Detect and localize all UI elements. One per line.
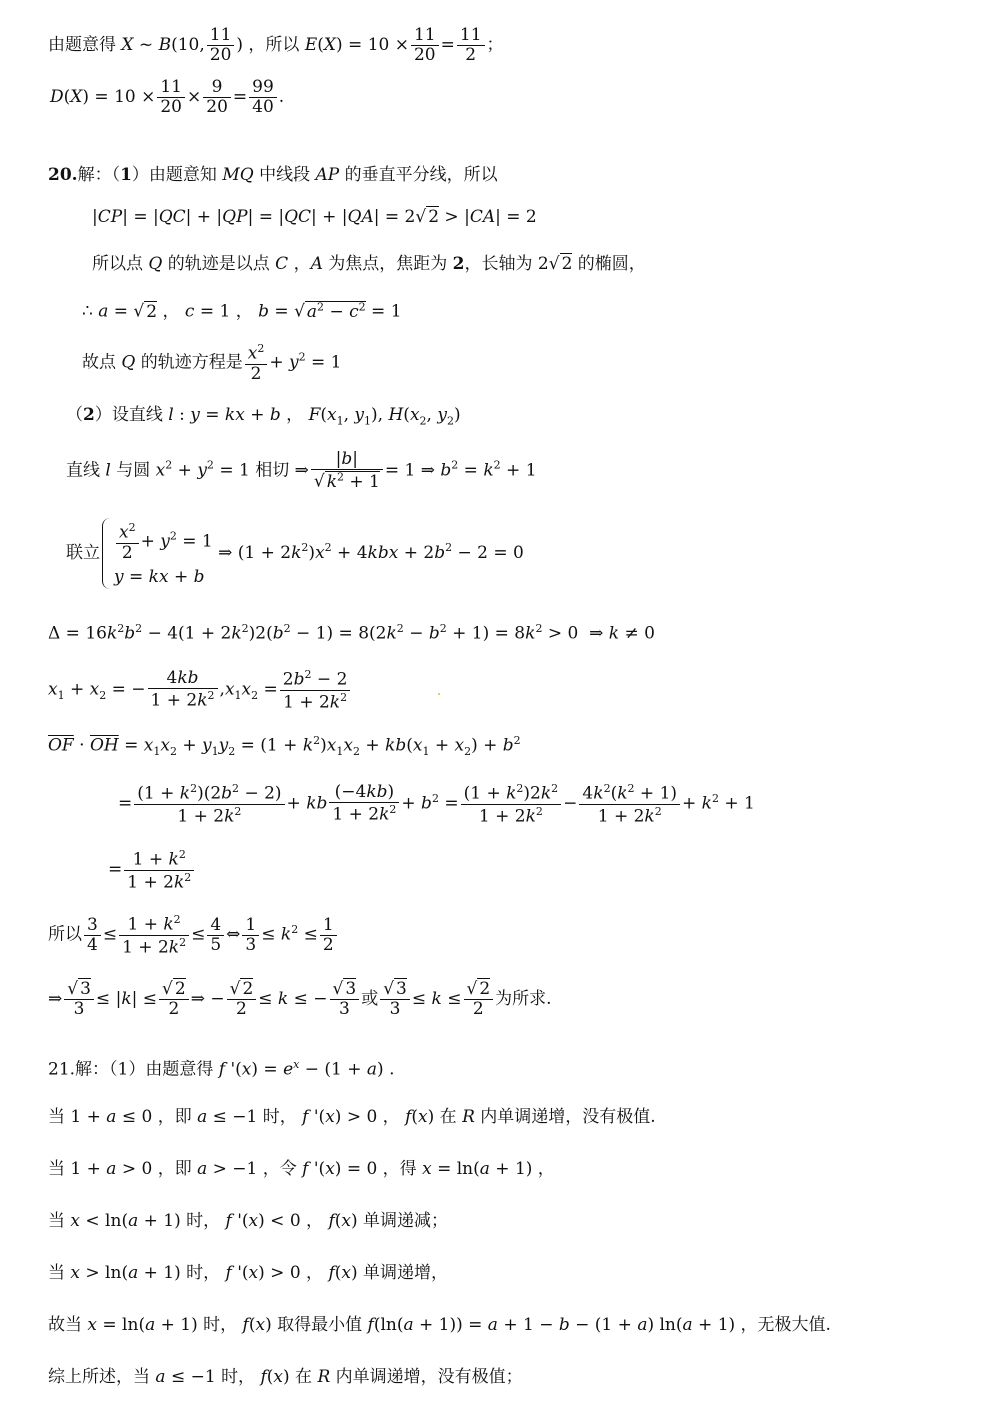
solution-20-inequality: 所以 $\frac{3}{4}$ ≤ $\frac{1 + k^2}{1 + 2k^2}$ ≤ $\frac{4}{5}$ ⇔ $\frac{1}{3}$ ≤ $k^2$ ≤ $\frac{1}{2}$	[48, 913, 339, 957]
solution-20-discriminant: $\Delta = 16k^2b^2 - 4(1 + 2k^2)2(b^2 - 1) = 8(2k^2 - b^2 + 1) = 8k^2 > 0$ ⇒ k ≠ 0	[48, 622, 655, 644]
solution-20-tangent: 直线 l 与圆 $x^2 + y^2 = 1$ 相切 ⇒ $\frac{|b|}{√ k^2 + 1}$ = 1 ⇒ $b^2 = k^2 + 1$	[66, 449, 537, 492]
solution-20-distance-sum: |CP| = |QC| + |QP| = |QC| + |QA| = 2√ 2 > |CA| = 2	[92, 207, 537, 227]
stray-mark	[438, 693, 440, 695]
solution-21-case1: 当 1 + a ≤ 0 ，即 a ≤ −1 时， f '(x) > 0 ， f(x) 在 R 内单调递增，没有极值.	[48, 1107, 656, 1127]
solution-20-dot-product-expand: = $\frac{(1 + k^2)(2b^2 - 2)}{1 + 2k^2}$ + kb $\frac{(-4kb)}{1 + 2k^2}$ + $b^2$ = $\frac{(1 + k^2)2k^2}{1 + 2k^2}$ − $\frac{4k^2(k^2 + 1)}{1 + 2k^2}$ + $k^2 + 1$	[118, 782, 755, 827]
solution-19-distribution: 由题意得 X ~ B(10, $\frac{11}{20}$ ) ，所以 E(X) = 10 × $\frac{11}{20}$ = $\frac{11}{2}$ ；	[48, 25, 504, 65]
solution-21-heading: 21.解：（1）由题意得 f '$(x) = e^x - (1 + a)$ .	[48, 1058, 395, 1080]
solution-19-variance: D(X) = 10 × $\frac{11}{20}$ × $\frac{9}{20}$ = $\frac{99}{40}$ .	[50, 77, 285, 117]
solution-20-dot-product-result: = $\frac{1 + k^2}{1 + 2k^2}$	[108, 848, 196, 892]
solution-20-abc: ∴ a = √ 2 ， c = 1 ， b = √ $a^2 - c^2 = 1$	[82, 300, 402, 322]
solution-20-part2-setup: （2）设直线 l : y = kx + b ， $F(x_1$, $y_1$), $H(x_2$, $y_2$)	[66, 405, 461, 428]
solution-21-summary: 综上所述，当 a ≤ −1 时， f(x) 在 R 内单调递增，没有极值；	[48, 1367, 523, 1387]
solution-20-system: 联立 $\frac{x^2}{2}$ + $y^2 = 1$ y = kx + b ⇒ $(1 + 2k^2)x^2 + 4kbx + 2b^2 - 2 = 0$	[66, 518, 524, 589]
solution-20-vieta: $x_1 + x_2$ = − $\frac{4kb}{1 + 2k^2}$ $,x_1x_2$ = $\frac{2b^2 - 2}{1 + 2k^2}$	[48, 668, 352, 712]
solution-20-ellipse-equation: 故点 Q 的轨迹方程是 $\frac{x^2}{2}$ + $y^2 = 1$	[82, 342, 342, 384]
solution-21-minimum: 故当 x = ln(a + 1) 时， f(x) 取得最小值 f(ln(a + 1)) = a + 1 − b − (1 + a) ln(a + 1) ，无极大值.	[48, 1315, 831, 1335]
solution-20-ellipse-desc: 所以点 Q 的轨迹是以点 C ，A 为焦点，焦距为 2，长轴为 2√ 2 的椭圆，	[92, 254, 646, 274]
solution-21-decreasing: 当 x < ln(a + 1) 时， f '(x) < 0 ， f(x) 单调递减；	[48, 1211, 449, 1231]
solution-21-increasing: 当 x > ln(a + 1) 时， f '(x) > 0 ， f(x) 单调递增，	[48, 1263, 449, 1283]
solution-20-k-range: ⇒ $\frac{√ 3}{3}$ ≤ |k| ≤ $\frac{√ 2}{2}$ ⇒ − $\frac{√ 2}{2}$ ≤ k ≤ − $\frac{√ 3}{3}$ 或 $\frac{√ 3}{3}$ ≤ k ≤ $\frac{√ 2}{2}$ 为所求.	[48, 979, 552, 1019]
solution-21-case2: 当 1 + a > 0 ，即 a > −1 ，令 f '(x) = 0 ，得 x = ln(a + 1) ，	[48, 1159, 555, 1179]
solution-20-dot-product: $\overline{OF} \cdot \overline{OH} = x_1x_2 + y_1y_2 = (1 + k^2)x_1x_2 + kb(x_1 + x_2) + b^2$	[48, 734, 521, 759]
solution-20-heading: 20.解：（1）由题意知 MQ 中线段 AP 的垂直平分线，所以	[48, 165, 498, 185]
